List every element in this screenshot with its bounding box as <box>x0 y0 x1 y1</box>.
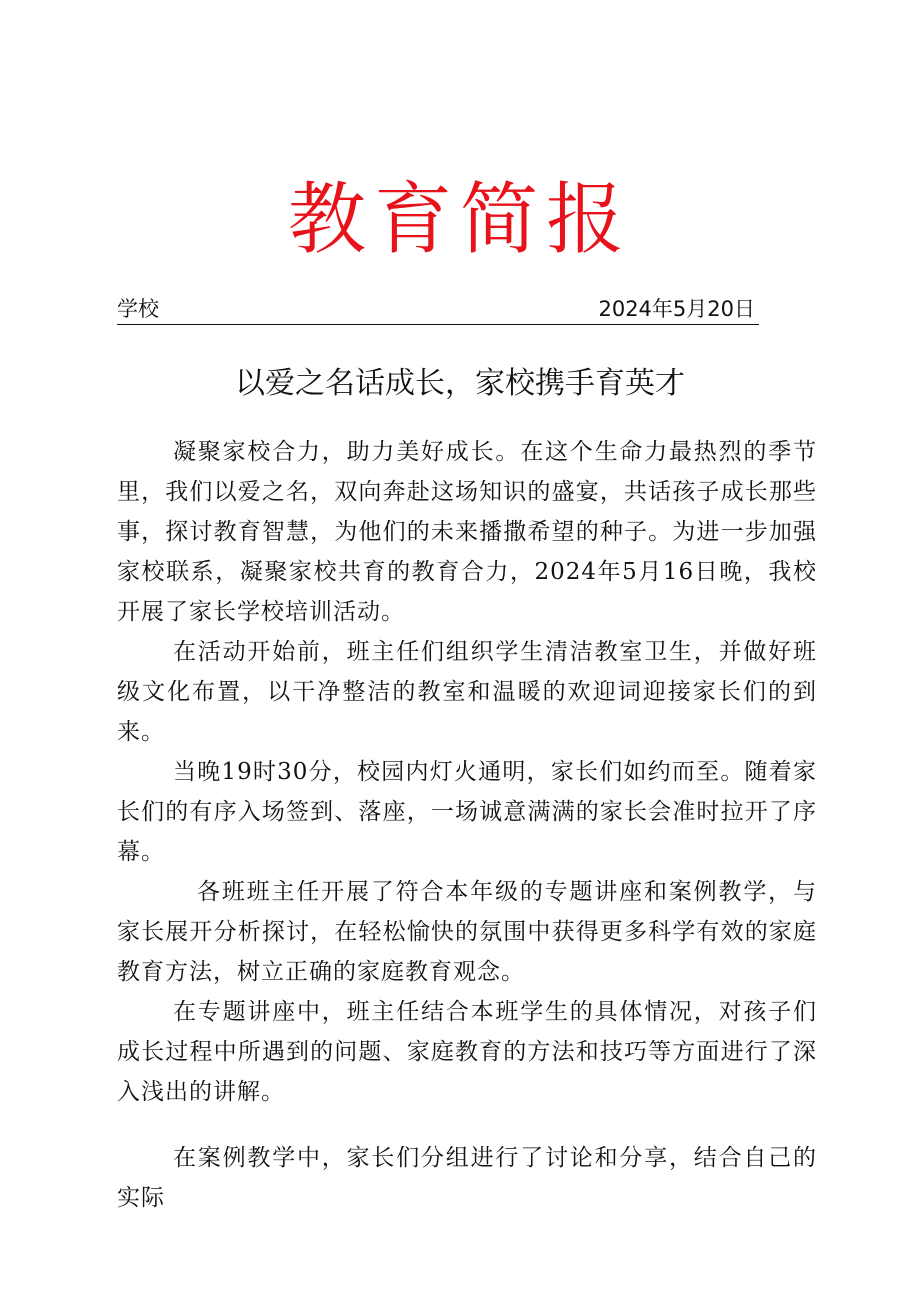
header-info-line <box>117 294 759 325</box>
article-headline: 以爱之名话成长，家校携手育英才 <box>235 366 685 401</box>
newsletter-title: 教育简报 <box>287 175 632 265</box>
paragraph: 在案例教学中，家长们分组进行了讨论和分享，结合自己的实际 <box>117 1145 817 1211</box>
issue-date: 2024年5月20日 <box>598 297 755 321</box>
paragraph: 在活动开始前，班主任们组织学生清洁教室卫生，并做好班级文化布置，以干净整洁的教室和温暖的欢迎词迎接家长们的到来。 <box>117 639 817 745</box>
school-label: 学校 <box>117 297 159 321</box>
paragraph: 各班班主任开展了符合本年级的专题讲座和案例教学，与家长展开分析探讨，在轻松愉快的氛围中获得更多科学有效的家庭教育方法，树立正确的家庭教育观念。 <box>117 879 817 985</box>
article-body <box>117 432 817 1218</box>
paragraph: 当晚19时30分，校园内灯火通明，家长们如约而至。随着家长们的有序入场签到、落座，一场诚意满满的家长会准时拉开了序幕。 <box>117 759 817 865</box>
paragraph: 在专题讲座中，班主任结合本班学生的具体情况，对孩子们成长过程中所遇到的问题、家庭教育的方法和技巧等方面进行了深入浅出的讲解。 <box>117 999 817 1105</box>
paragraph: 凝聚家校合力，助力美好成长。在这个生命力最热烈的季节里，我们以爱之名，双向奔赴这场知识的盛宴，共话孩子成长那些事，探讨教育智慧，为他们的未来播撒希望的种子。为进一步加强家校联系，凝聚家校共育的教育合力，2024年5月16日晚，我校开展了家长学校培训活动。 <box>117 439 817 625</box>
